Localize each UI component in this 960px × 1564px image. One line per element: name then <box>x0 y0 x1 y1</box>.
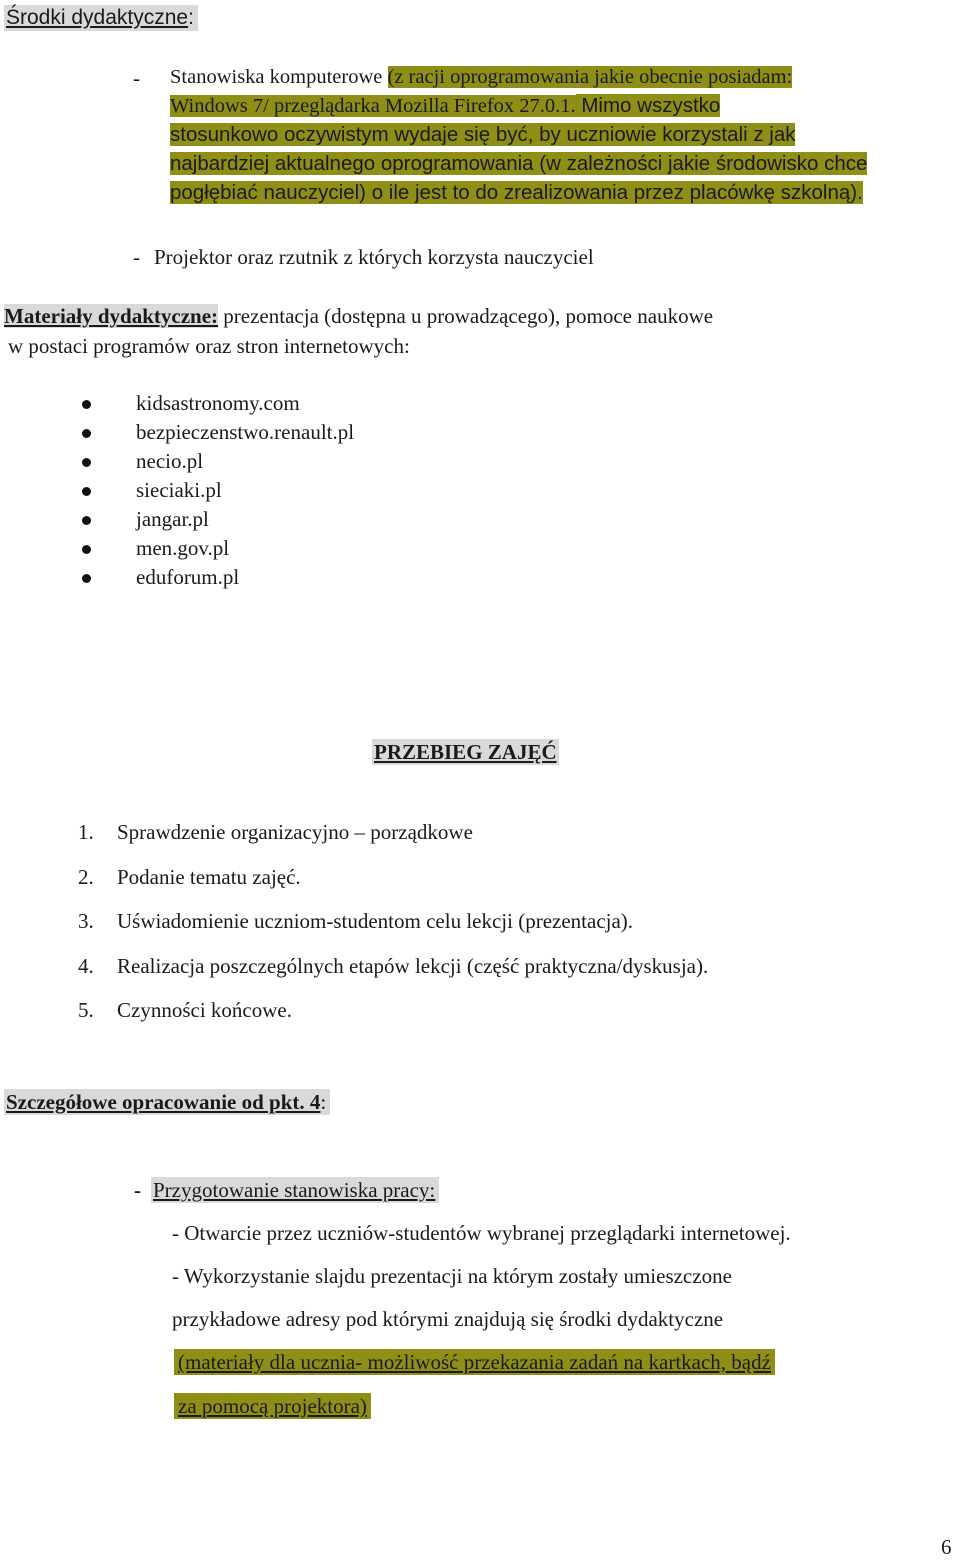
szczegolowe-line2: - Wykorzystanie slajdu prezentacji na którym zostały umieszczone <box>172 1264 732 1288</box>
bullet-icon <box>82 429 91 438</box>
szczegolowe-line4: (materiały dla ucznia- możliwość przekazania zadań na kartkach, bądź <box>174 1349 775 1375</box>
srodki-item1-line1 <box>170 62 867 91</box>
materialy-line2: w postaci programów oraz stron internetowych: <box>8 334 410 358</box>
step-number: 4. <box>78 954 94 978</box>
srodki-item1 <box>170 62 867 207</box>
srodki-item1-hl3: stosunkowo oczywistym wydaje się być, by uczniowie korzystali z jak <box>170 123 796 146</box>
bullet-icon <box>82 516 91 525</box>
bullet-icon <box>82 545 91 554</box>
step-number: 3. <box>78 909 94 933</box>
page-number: 6 <box>941 1535 952 1559</box>
step-text: Realizacja poszczególnych etapów lekcji (część praktyczna/dyskusja). <box>117 954 709 978</box>
site-item: bezpieczenstwo.renault.pl <box>136 420 355 444</box>
srodki-item1-hl2a: Windows 7/ przeglądarka Mozilla Firefox 27.0.1. <box>170 95 576 117</box>
srodki-item1-plain: Stanowiska komputerowe <box>170 66 388 88</box>
site-item: eduforum.pl <box>136 565 240 589</box>
materialy-text1: prezentacja (dostępna u prowadzącego), pomoce naukowe <box>218 304 714 328</box>
srodki-item1-line4 <box>170 149 867 178</box>
srodki-item1-hl2b: Mimo wszystko <box>575 94 721 117</box>
srodki-item2-text: Projektor oraz rzutnik z których korzysta nauczyciel <box>154 245 594 269</box>
szczegolowe-line5: za pomocą projektora) <box>174 1393 371 1419</box>
srodki-item1-hl1: (z racji oprogramowania jakie obecnie posiadam: <box>387 66 793 88</box>
step-number: 5. <box>78 998 94 1022</box>
materialy-line1 <box>4 304 713 328</box>
step-text: Podanie tematu zajęć. <box>117 865 301 889</box>
przebieg-heading: PRZEBIEG ZAJĘĆ <box>374 740 557 764</box>
step-number: 2. <box>78 865 94 889</box>
step-text: Czynności końcowe. <box>117 998 292 1022</box>
step-text: Uświadomienie uczniom-studentom celu lekcji (prezentacja). <box>117 909 634 933</box>
bullet-icon <box>82 487 91 496</box>
szczegolowe-line3: przykładowe adresy pod którymi znajdują się środki dydaktyczne <box>172 1307 724 1331</box>
srodki-item2-dash: - <box>133 245 140 269</box>
srodki-item1-hl4: najbardziej aktualnego oprogramowania (w zależności jakie środowisko chce <box>170 152 868 175</box>
szczegolowe-sub-dash: - <box>134 1178 141 1202</box>
srodki-item1-line5 <box>170 178 867 207</box>
srodki-heading-text: Środki dydaktyczne <box>6 6 189 29</box>
srodki-item1-line3 <box>170 120 867 149</box>
bullet-icon <box>82 574 91 583</box>
szczegolowe-heading-text: Szczegółowe opracowanie od pkt. 4 <box>6 1090 321 1114</box>
szczegolowe-heading-colon: : <box>320 1090 327 1114</box>
site-item: jangar.pl <box>136 507 209 531</box>
bullet-icon <box>82 400 91 409</box>
srodki-item1-hl5: pogłębiać nauczyciel) o ile jest to do zrealizowania przez placówkę szkolną). <box>170 181 863 204</box>
srodki-item1-line2 <box>170 91 867 120</box>
site-item: sieciaki.pl <box>136 478 222 502</box>
site-item: men.gov.pl <box>136 536 230 560</box>
step-text: Sprawdzenie organizacyjno – porządkowe <box>117 820 473 844</box>
srodki-heading <box>4 5 198 31</box>
bullet-icon <box>82 458 91 467</box>
szczegolowe-line1: - Otwarcie przez uczniów-studentów wybranej przeglądarki internetowej. <box>172 1221 791 1245</box>
szczegolowe-heading <box>4 1089 330 1115</box>
step-number: 1. <box>78 820 94 844</box>
srodki-heading-colon: : <box>188 6 194 29</box>
srodki-item1-dash: - <box>133 66 140 90</box>
site-item: necio.pl <box>136 449 204 473</box>
materialy-label: Materiały dydaktyczne: <box>4 304 219 328</box>
szczegolowe-sub-heading: Przygotowanie stanowiska pracy: <box>151 1177 439 1203</box>
site-item: kidsastronomy.com <box>136 391 300 415</box>
